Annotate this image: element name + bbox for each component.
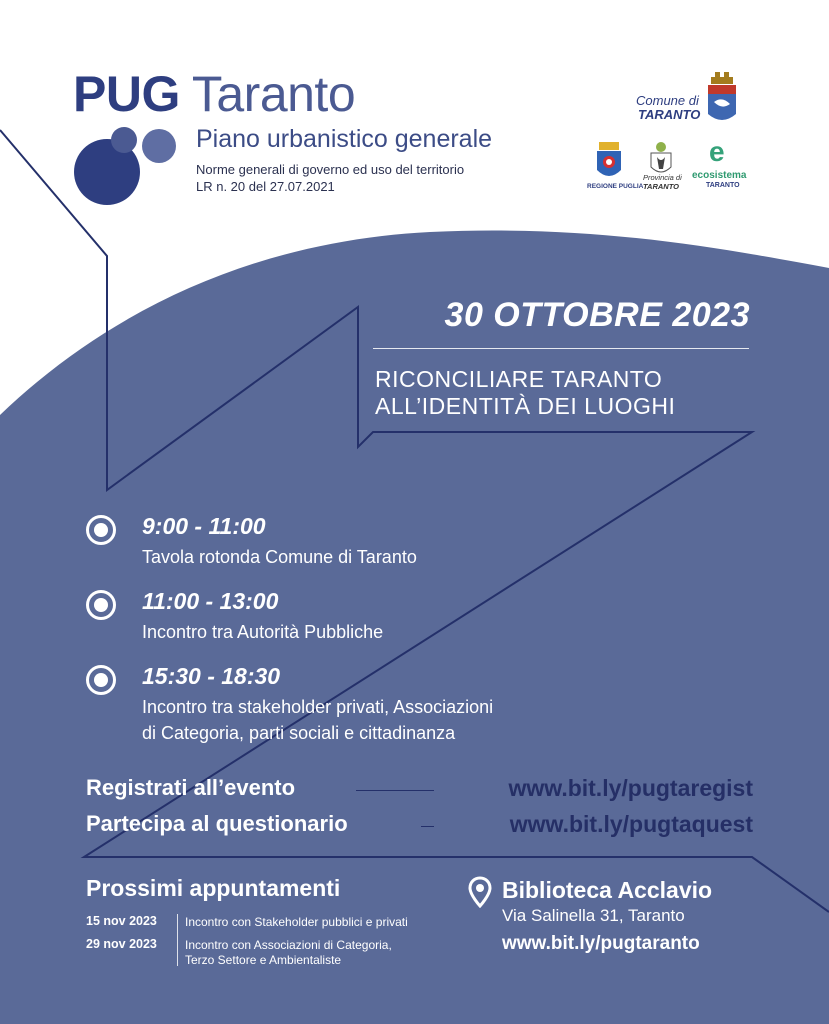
event-title-line-2: ALL’IDENTITÀ DEI LUOGHI: [375, 393, 676, 419]
pug-logo-title: PUG Taranto: [73, 66, 356, 122]
upcoming-divider: [177, 914, 178, 966]
provincia-crest-icon: [648, 141, 674, 177]
upcoming-date: 15 nov 2023: [86, 914, 157, 928]
upcoming-heading: Prossimi appuntamenti: [86, 875, 341, 901]
date-divider: [373, 348, 749, 349]
survey-link[interactable]: www.bit.ly/pugtaquest: [509, 811, 753, 837]
register-connector: [356, 790, 434, 791]
comune-label-2: TARANTO: [638, 107, 701, 122]
regione-label: REGIONE PUGLIA: [587, 183, 644, 190]
register-label: Registrati all’evento: [86, 775, 296, 800]
register-link[interactable]: www.bit.ly/pugtaregist: [508, 775, 753, 801]
ecosistema-sublabel: TARANTO: [706, 182, 740, 189]
comune-label-1: Comune di: [636, 93, 699, 108]
radio-circle-icon: [86, 515, 116, 545]
ecosistema-e-icon: e: [709, 136, 725, 167]
provincia-label-1: Provincia di: [643, 173, 682, 182]
schedule-desc-line: Incontro tra stakeholder privati, Associazioni: [142, 697, 494, 717]
upcoming-text: [185, 938, 392, 968]
radio-circle-icon: [86, 590, 116, 620]
schedule-description: [142, 694, 493, 746]
schedule-description: [142, 544, 417, 570]
schedule-time: 15:30 - 18:30: [142, 663, 281, 689]
upcoming-text-line: Terzo Settore e Ambientaliste: [185, 953, 342, 967]
taranto-crest-icon: [705, 72, 739, 126]
venue-name: Biblioteca Acclavio: [502, 877, 713, 903]
schedule-desc-line: Tavola rotonda Comune di Taranto: [142, 547, 417, 567]
pug-logo-circles: [74, 127, 176, 205]
regione-puglia-crest-icon: [596, 142, 622, 182]
event-title: [375, 366, 675, 420]
plan-subtitle: Piano urbanistico generale: [196, 125, 493, 153]
venue-address: Via Salinella 31, Taranto: [502, 906, 685, 925]
upcoming-text-line: Incontro con Stakeholder pubblici e privati: [185, 915, 408, 929]
upcoming-text-line: Incontro con Associazioni di Categoria,: [185, 938, 392, 952]
schedule-description: [142, 619, 383, 645]
event-title-line-1: RICONCILIARE TARANTO: [375, 366, 663, 392]
upcoming-text: [185, 915, 408, 930]
blue-panel: [0, 231, 829, 1024]
survey-label: Partecipa al questionario: [86, 811, 348, 836]
norme-text: Norme generali di governo ed uso del territorio: [196, 162, 465, 177]
ecosistema-label: ecosistema: [692, 170, 747, 181]
location-pin-icon: [468, 876, 492, 908]
schedule-time: 11:00 - 13:00: [142, 588, 279, 614]
schedule-desc-line: Incontro tra Autorità Pubbliche: [142, 622, 384, 642]
schedule-time: 9:00 - 11:00: [142, 513, 266, 539]
survey-connector: [421, 826, 434, 827]
upcoming-date: 29 nov 2023: [86, 937, 157, 951]
radio-circle-icon: [86, 665, 116, 695]
venue-link[interactable]: www.bit.ly/pugtaranto: [502, 933, 700, 954]
law-reference: LR n. 20 del 27.07.2021: [196, 179, 335, 194]
event-date: 30 OTTOBRE 2023: [444, 296, 750, 334]
schedule-desc-line: di Categoria, parti sociali e cittadinanza: [142, 723, 456, 743]
provincia-label-2: TARANTO: [643, 182, 679, 191]
